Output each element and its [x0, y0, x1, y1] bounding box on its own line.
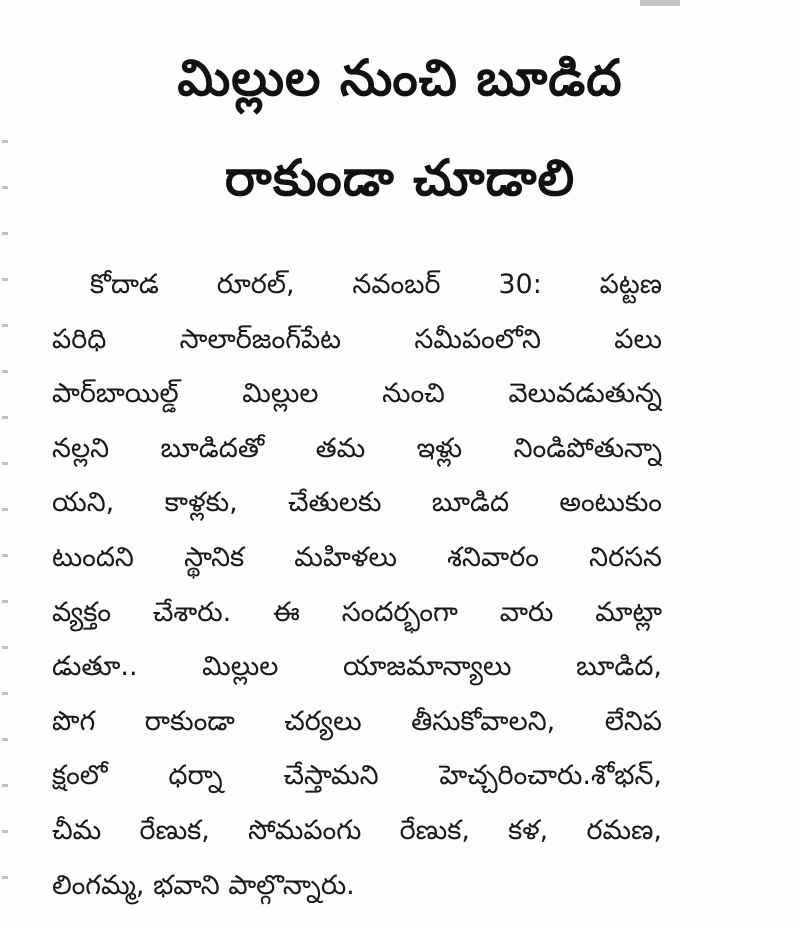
body-line-7: వ్యక్తం చేశారు. ఈ సందర్భంగా వారు మాట్లా [52, 596, 662, 628]
body-line-10: క్షంలో ధర్నా చేస్తామని హెచ్చరించారు.శోభన్, [52, 760, 662, 792]
headline-line-1: మిల్లుల నుంచి బూడిద [177, 49, 623, 107]
body-line-2: పరిధి సాలార్‌జంగ్‌పేట సమీపంలోని పలు [52, 323, 662, 355]
body-line-1: కోదాడ రూరల్, నవంబర్ 30: పట్టణ [90, 269, 662, 300]
body-line-3: పార్‌బాయిల్డ్ మిల్లుల నుంచి వెలువడుతున్న [52, 378, 662, 410]
body-line-12: లింగమ్మ, భవాని పాల్గొన్నారు. [52, 869, 355, 901]
article-body [52, 258, 662, 913]
body-line-5: యని, కాళ్లకు, చేతులకు బూడిద అంటుకుం [52, 487, 662, 519]
body-line-6: టుందని స్థానిక మహిళలు శనివారం నిరసన [52, 541, 662, 573]
body-line-4: నల్లని బూడిదతో తమ ఇళ్లు నిండిపోతున్నా [52, 432, 662, 464]
headline-line-2: రాకుండా చూడాలి [224, 149, 576, 207]
body-line-11: చీమ రేణుక, సోమపంగు రేణుక, కళ, రమణ, [52, 814, 662, 846]
body-line-8: డుతూ.. మిల్లుల యాజమాన్యాలు బూడిద, [52, 651, 662, 683]
paper-edge-mark [640, 0, 680, 6]
adjacent-column-edge [2, 140, 8, 920]
body-line-9: పొగ రాకుండా చర్యలు తీసుకోవాలని, లేనిప [52, 705, 662, 737]
